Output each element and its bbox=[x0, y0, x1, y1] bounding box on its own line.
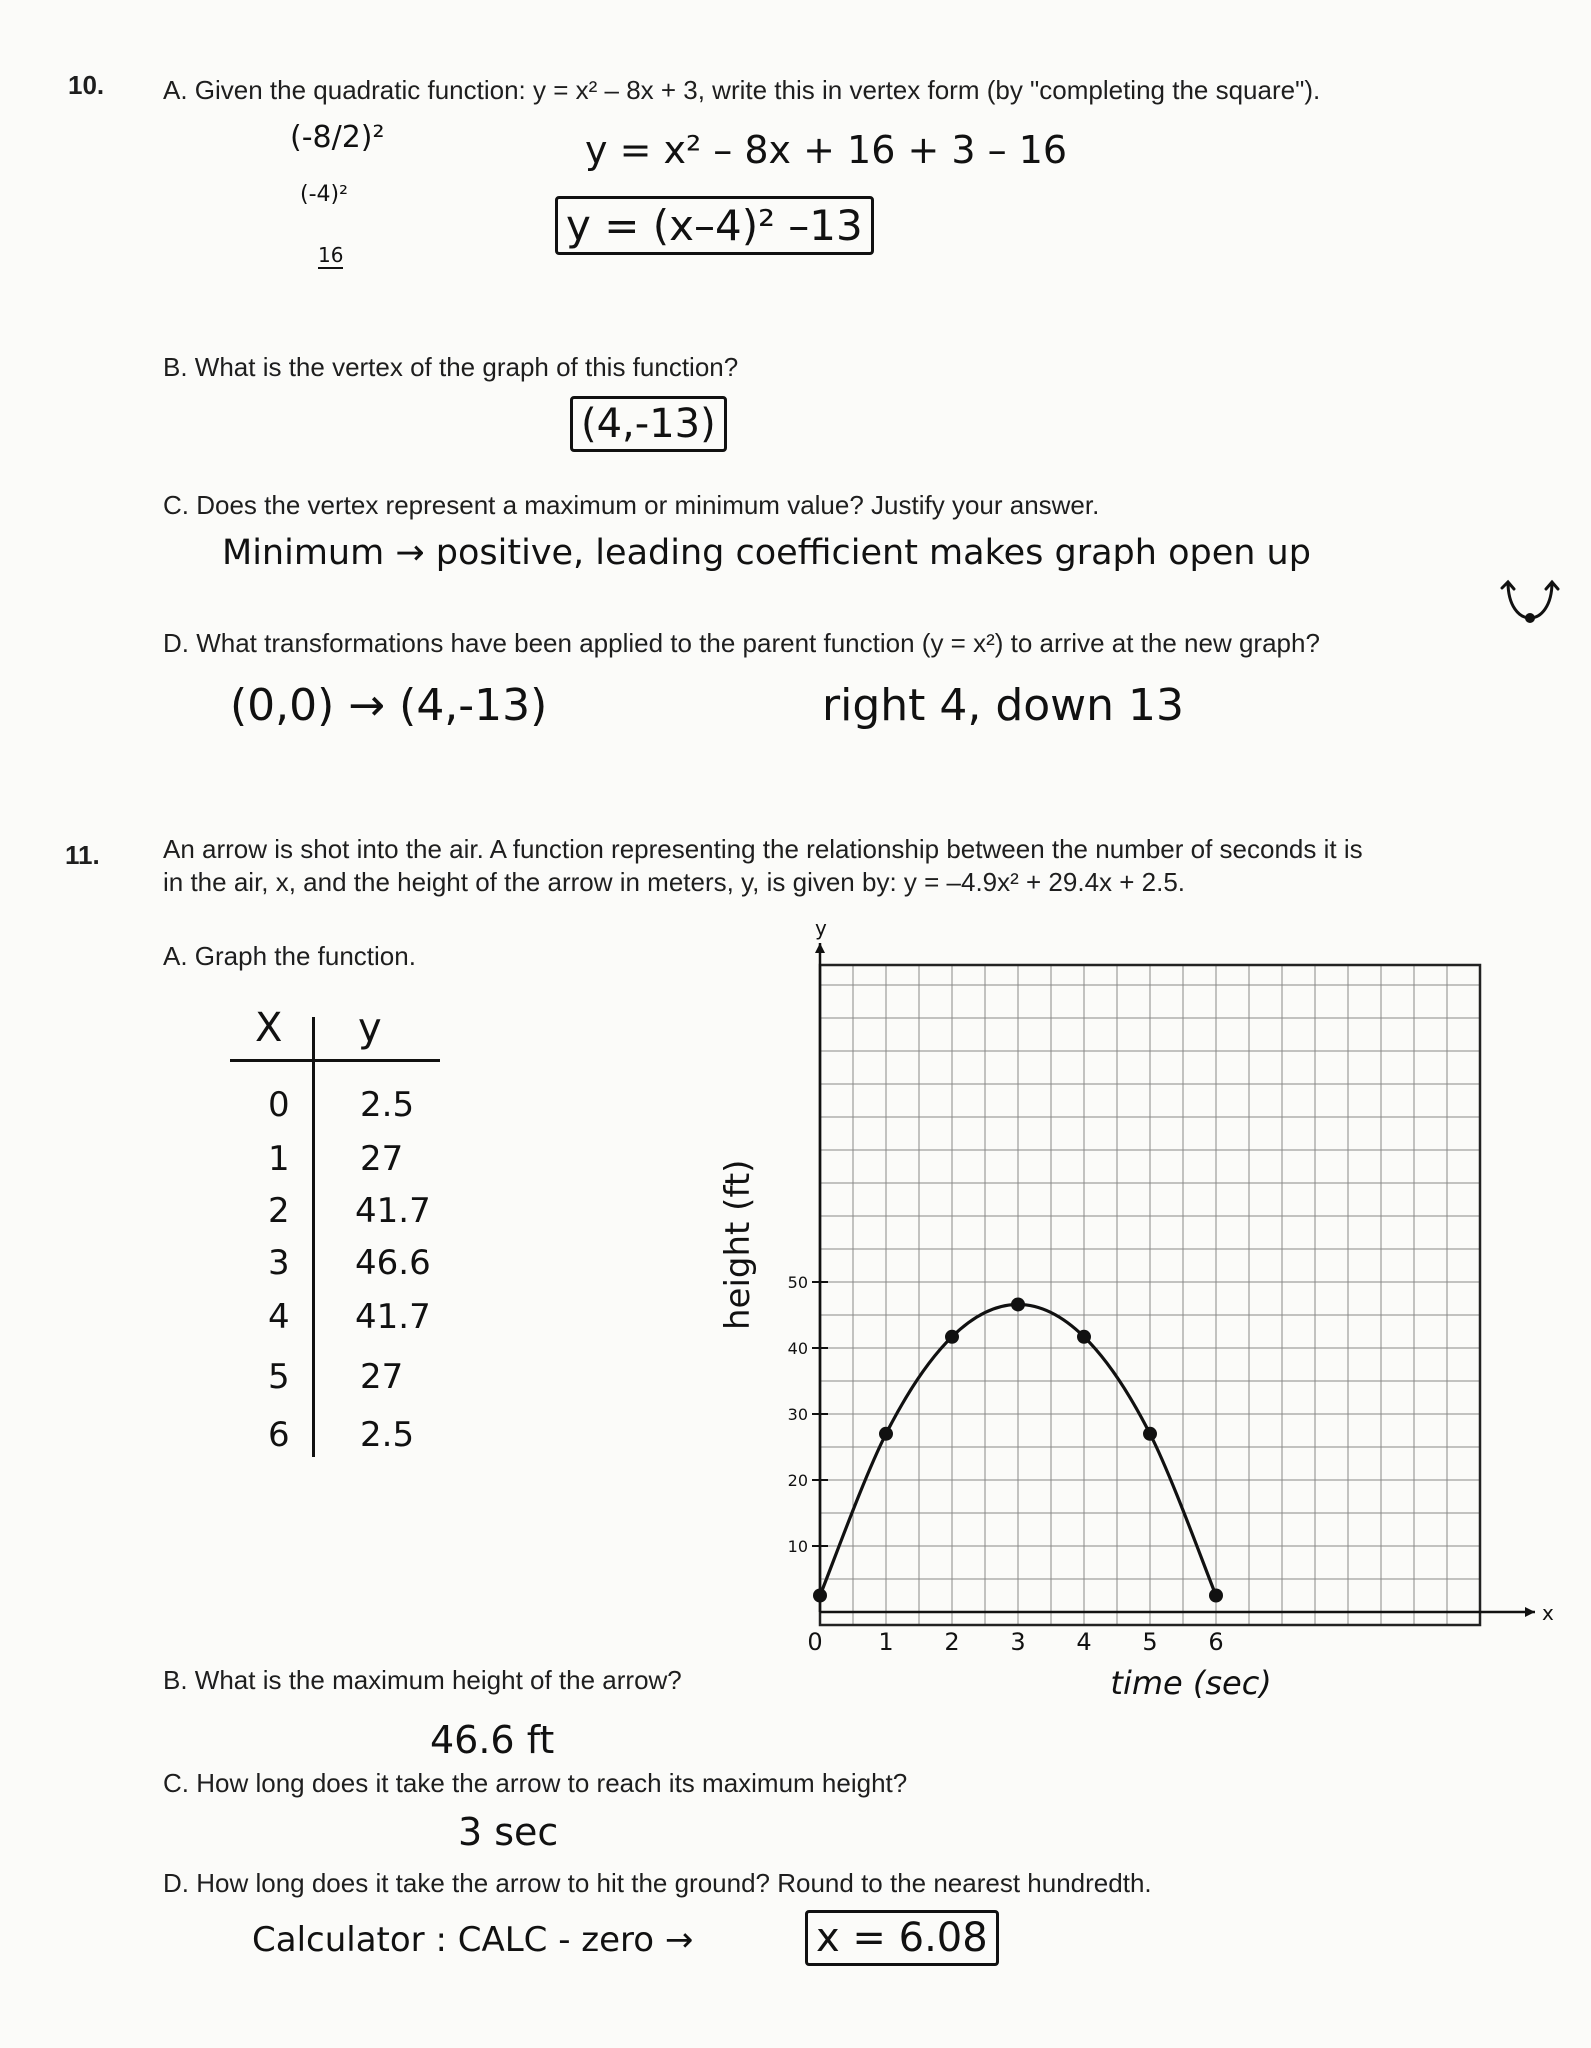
question-10-number: 10. bbox=[68, 70, 105, 100]
q10a-work-step1: (-8/2)² bbox=[290, 120, 385, 155]
chart-grid bbox=[820, 965, 1480, 1625]
q11b-answer: 46.6 ft bbox=[430, 1718, 555, 1762]
table-y-cell: 27 bbox=[360, 1357, 404, 1397]
table-y-cell: 41.7 bbox=[355, 1191, 431, 1231]
q10b-prompt: B. What is the vertex of the graph of this function? bbox=[163, 352, 739, 382]
q10c-prompt: C. Does the vertex represent a maximum or minimum value? Justify your answer. bbox=[163, 490, 1100, 520]
x-tick-label: 0 bbox=[807, 1628, 823, 1656]
table-header-x: X bbox=[255, 1005, 283, 1051]
data-point bbox=[945, 1330, 959, 1344]
y-axis-arrow-icon bbox=[815, 943, 825, 953]
q11d-answer-box: x = 6.08 bbox=[805, 1910, 999, 1966]
x-tick-label: 4 bbox=[1076, 1628, 1092, 1656]
y-axis-name: y bbox=[815, 916, 827, 940]
y-tick-label: 20 bbox=[787, 1471, 808, 1490]
q10d-prompt: D. What transformations have been applied to the parent function (y = x²) to arrive at the new graph? bbox=[163, 628, 1320, 658]
table-header-y: y bbox=[358, 1005, 382, 1051]
q10a-work-step3: 16 bbox=[318, 243, 344, 267]
data-point bbox=[1143, 1427, 1157, 1441]
x-tick-label: 1 bbox=[878, 1628, 894, 1656]
q11b-prompt: B. What is the maximum height of the arrow? bbox=[163, 1665, 682, 1695]
table-y-cell: 2.5 bbox=[360, 1415, 415, 1455]
table-column-divider bbox=[312, 1017, 315, 1457]
q11c-answer: 3 sec bbox=[458, 1810, 559, 1854]
table-y-cell: 2.5 bbox=[360, 1085, 415, 1125]
table-header-divider bbox=[230, 1059, 440, 1062]
table-y-cell: 27 bbox=[360, 1139, 404, 1179]
q10a-expanded-line: y = x² – 8x + 16 + 3 – 16 bbox=[585, 128, 1068, 172]
q10d-mapping: (0,0) → (4,-13) bbox=[230, 680, 548, 731]
data-point bbox=[1209, 1589, 1223, 1603]
q11a-prompt: A. Graph the function. bbox=[163, 941, 416, 971]
chart-axes bbox=[815, 943, 1535, 1617]
q11d-prompt: D. How long does it take the arrow to hit the ground? Round to the nearest hundredth. bbox=[163, 1868, 1152, 1898]
q10c-answer: Minimum → positive, leading coefficient makes graph open up bbox=[222, 533, 1311, 573]
q10d-answer: right 4, down 13 bbox=[822, 680, 1185, 731]
data-point bbox=[1011, 1297, 1025, 1311]
q10a-work-step2: (-4)² bbox=[300, 182, 348, 207]
question-11-number: 11. bbox=[65, 840, 100, 870]
table-y-cell: 41.7 bbox=[355, 1297, 431, 1337]
y-tick-label: 30 bbox=[787, 1405, 808, 1424]
table-x-cell: 4 bbox=[268, 1297, 290, 1337]
x-axis-arrow-icon bbox=[1525, 1607, 1535, 1617]
chart-y-label: height (ft) bbox=[718, 1159, 758, 1330]
data-point bbox=[1077, 1330, 1091, 1344]
parabola-chart bbox=[760, 915, 1554, 1702]
q11-intro-line2: in the air, x, and the height of the arrow in meters, y, is given by: y = –4.9x² + 29.4x + 2.5. bbox=[163, 867, 1186, 897]
table-x-cell: 2 bbox=[268, 1191, 290, 1231]
q10a-prompt: A. Given the quadratic function: y = x² – 8x + 3, write this in vertex form (by "completing the square"). bbox=[163, 75, 1321, 105]
data-point bbox=[879, 1427, 893, 1441]
table-x-cell: 3 bbox=[268, 1243, 290, 1283]
q11-intro-line1: An arrow is shot into the air. A function representing the relationship between the number of seconds it is bbox=[163, 834, 1363, 864]
value-table bbox=[230, 1005, 460, 1455]
table-y-cell: 46.6 bbox=[355, 1243, 431, 1283]
x-tick-label: 6 bbox=[1208, 1628, 1224, 1656]
q11c-prompt: C. How long does it take the arrow to reach its maximum height? bbox=[163, 1768, 908, 1798]
x-tick-label: 5 bbox=[1142, 1628, 1158, 1656]
table-x-cell: 0 bbox=[268, 1085, 290, 1125]
x-tick-label: 3 bbox=[1010, 1628, 1026, 1656]
table-x-cell: 6 bbox=[268, 1415, 290, 1455]
data-point bbox=[813, 1589, 827, 1603]
q10b-answer-box: (4,-13) bbox=[570, 396, 727, 452]
y-tick-label: 50 bbox=[787, 1273, 808, 1292]
x-tick-label: 2 bbox=[944, 1628, 960, 1656]
x-axis-name: x bbox=[1542, 1601, 1554, 1625]
chart-x-label: time (sec) bbox=[1110, 1664, 1272, 1702]
q11d-work: Calculator : CALC - zero → bbox=[252, 1920, 694, 1960]
q10a-answer-box: y = (x–4)² –13 bbox=[555, 196, 874, 255]
y-tick-label: 10 bbox=[787, 1537, 808, 1556]
open-up-sketch-icon bbox=[1490, 580, 1570, 645]
y-tick-label: 40 bbox=[787, 1339, 808, 1358]
table-x-cell: 1 bbox=[268, 1139, 290, 1179]
table-x-cell: 5 bbox=[268, 1357, 290, 1397]
